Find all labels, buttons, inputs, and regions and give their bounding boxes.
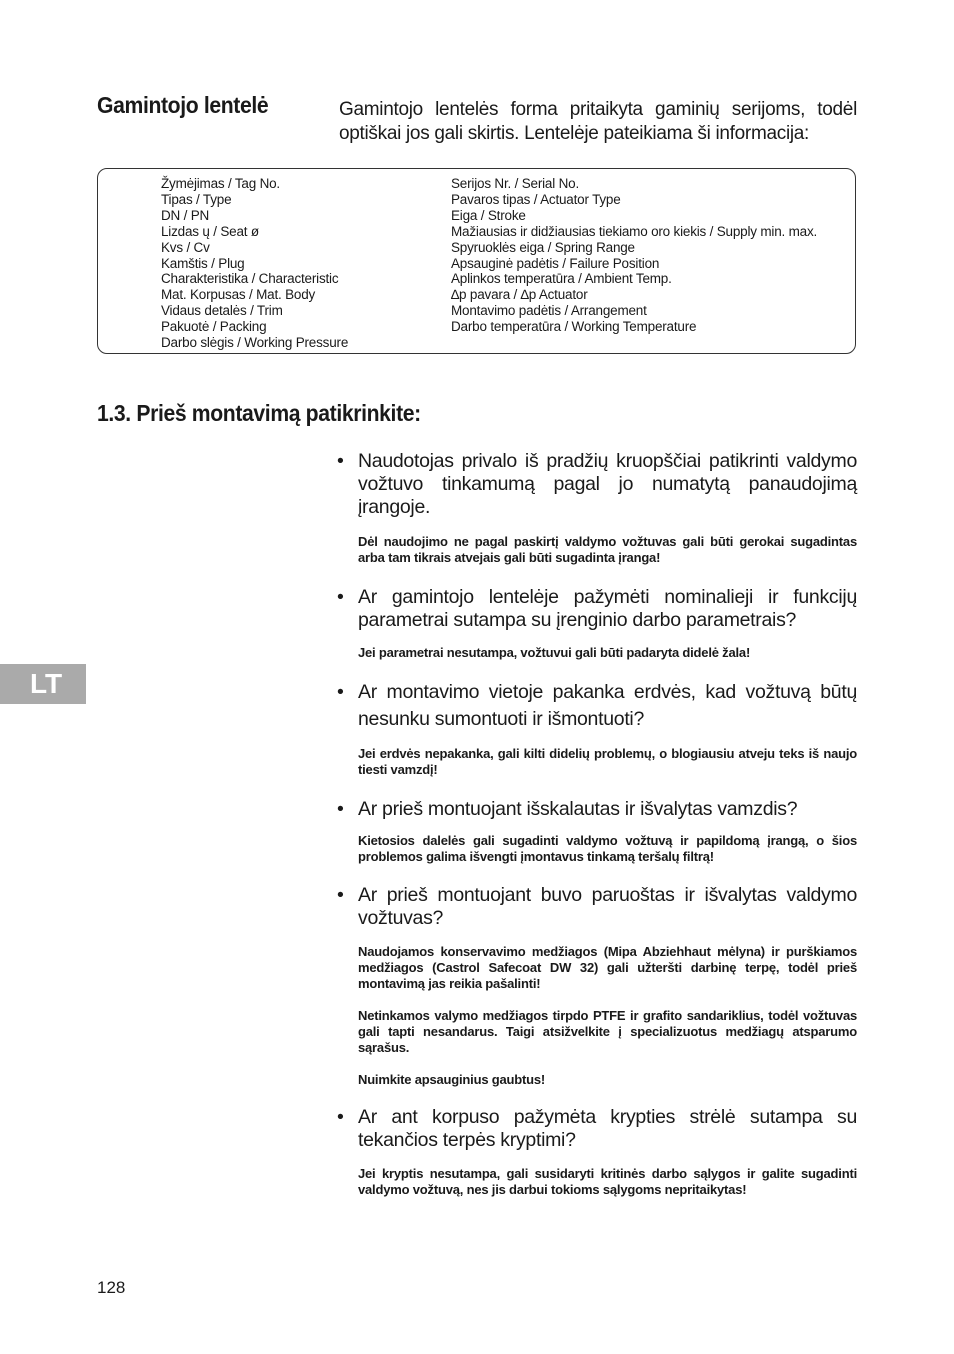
page-number: 128 bbox=[97, 1278, 126, 1297]
nameplate-field: Charakteristika / Characteristic bbox=[161, 271, 339, 287]
nameplate-field: Aplinkos temperatūra / Ambient Temp. bbox=[451, 271, 672, 287]
nameplate-field: Eiga / Stroke bbox=[451, 207, 526, 223]
checklist-item bbox=[337, 586, 857, 632]
bullet-icon: • bbox=[337, 586, 344, 608]
checklist-question: Ar prieš montuojant buvo paruoštas ir išvalytas valdymo vožtuvas? bbox=[358, 884, 857, 929]
nameplate-field: Pavaros tipas / Actuator Type bbox=[451, 191, 621, 207]
nameplate-field: Kamštis / Plug bbox=[161, 255, 245, 271]
checklist-item bbox=[337, 1106, 857, 1152]
nameplate-intro-text: Gamintojo lentelės forma pritaikyta gaminių serijoms, todėl optiškai jos gali skirtis. Lentelėje pateikiama ši informacija: bbox=[339, 99, 857, 144]
checklist-item bbox=[337, 450, 857, 519]
warning-note: Jei parametrai nesutampa, vožtuvui gali būti padaryta didelė žala! bbox=[358, 645, 751, 660]
checklist-question: Ar ant korpuso pažymėta krypties strėlė sutampa su tekančios terpės kryptimi? bbox=[358, 1106, 857, 1151]
nameplate-right-column bbox=[451, 176, 817, 335]
warning-note: Jei erdvės nepakanka, gali kilti didelių problemų, o blogiausiu atveju teks iš naujo tiesti vamzdį! bbox=[358, 746, 857, 777]
nameplate-field: Darbo slėgis / Working Pressure bbox=[161, 335, 349, 351]
language-tab: LT bbox=[0, 664, 86, 704]
warning-note: Kietosios dalelės gali sugadinti valdymo vožtuvą ir papildomą įrangą, o šios problemos galima išvengti įmontavus tinkamą teršalų filtrą! bbox=[358, 833, 857, 864]
warning-note: Dėl naudojimo ne pagal paskirtį valdymo vožtuvas gali būti gerokai sugadintas arba tam tikrais atvejais gali būti sugadinta įranga! bbox=[358, 534, 857, 565]
nameplate-field: Lizdas ų / Seat ø bbox=[161, 223, 259, 239]
nameplate-info-box bbox=[97, 168, 856, 354]
checklist-question: Ar prieš montuojant išskalautas ir išvalytas vamzdis? bbox=[358, 798, 798, 820]
nameplate-heading: Gamintojo lentelė bbox=[97, 92, 269, 118]
checklist-item bbox=[337, 798, 857, 821]
nameplate-field: DN / PN bbox=[161, 207, 210, 223]
warning-note: Netinkamos valymo medžiagos tirpdo PTFE ir grafito sandariklius, todėl vožtuvas gali tapti nesandarus. Taigi atsižvelkite į specializuotus medžiagų atsparumo sąrašus. bbox=[358, 1008, 857, 1055]
bullet-icon: • bbox=[337, 1106, 344, 1128]
nameplate-field: Kvs / Cv bbox=[161, 239, 210, 255]
nameplate-field: Mat. Korpusas / Mat. Body bbox=[161, 287, 316, 303]
nameplate-field: Montavimo padėtis / Arrangement bbox=[451, 303, 647, 319]
nameplate-field: Spyruoklės eiga / Spring Range bbox=[451, 239, 635, 255]
bullet-icon: • bbox=[337, 798, 344, 820]
nameplate-field: Apsauginė padėtis / Failure Position bbox=[451, 255, 660, 271]
nameplate-field: ∆p pavara / ∆p Actuator bbox=[451, 287, 588, 303]
section-heading: 1.3. Prieš montavimą patikrinkite: bbox=[97, 400, 421, 426]
warning-note: Naudojamos konservavimo medžiagos (Mipa Abziehhaut mėlyna) ir purškiamos medžiagos (Castrol Safecoat DW 32) gali užteršti darbinę terpę, todėl prieš montavimą jas reikia pašalinti! bbox=[358, 944, 857, 991]
bullet-icon: • bbox=[337, 681, 344, 703]
nameplate-field: Vidaus detalės / Trim bbox=[161, 303, 283, 319]
nameplate-field: Serijos Nr. / Serial No. bbox=[451, 176, 579, 191]
nameplate-field: Tipas / Type bbox=[161, 191, 232, 207]
checklist-question: Naudotojas privalo iš pradžių kruopščiai patikrinti valdymo vožtuvo tinkamumą pagal jo numatytą panaudojimą įrangoje. bbox=[358, 450, 857, 518]
warning-note: Nuimkite apsauginius gaubtus! bbox=[358, 1072, 546, 1087]
warning-note: Jei kryptis nesutampa, gali susidaryti kritinės darbo sąlygos ir galite sugadinti valdymo vožtuvą, nes jis darbui tokioms sąlygoms nepritaikytas! bbox=[358, 1166, 857, 1197]
checklist-question: Ar montavimo vietoje pakanka erdvės, kad vožtuvą būtų nesunku sumontuoti ir išmontuoti? bbox=[358, 681, 857, 730]
nameplate-field: Darbo temperatūra / Working Temperature bbox=[451, 319, 697, 335]
checklist bbox=[337, 450, 857, 1198]
nameplate-field: Žymėjimas / Tag No. bbox=[161, 176, 280, 191]
bullet-icon: • bbox=[337, 450, 344, 472]
nameplate-field: Mažiausias ir didžiausias tiekiamo oro kiekis / Supply min. max. bbox=[451, 223, 818, 239]
checklist-question: Ar gamintojo lentelėje pažymėti nominalieji ir funkcijų parametrai sutampa su įrenginio darbo parametrais? bbox=[358, 586, 857, 631]
checklist-item bbox=[337, 884, 857, 930]
nameplate-field: Pakuotė / Packing bbox=[161, 319, 267, 335]
nameplate-left-column bbox=[161, 176, 348, 351]
checklist-item bbox=[337, 679, 857, 733]
bullet-icon: • bbox=[337, 884, 344, 906]
